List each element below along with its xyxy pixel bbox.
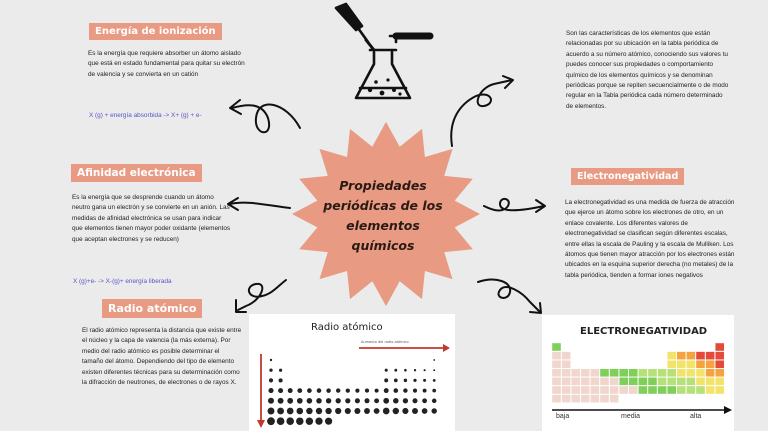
element-cell <box>706 352 715 360</box>
element-cell <box>562 395 571 403</box>
element-cell <box>581 395 590 403</box>
atom-dot <box>414 369 416 371</box>
element-cell <box>686 377 695 385</box>
atom-dot <box>423 389 427 393</box>
element-cell <box>706 369 715 377</box>
atom-dot <box>269 378 273 382</box>
atom-dot <box>393 408 399 414</box>
atom-dot <box>433 379 436 382</box>
atom-dot <box>383 398 389 404</box>
element-cell <box>571 377 580 385</box>
element-cell <box>696 360 705 368</box>
atom-dot <box>307 388 312 393</box>
element-cell <box>600 377 609 385</box>
element-cell <box>667 369 676 377</box>
element-cell <box>552 377 561 385</box>
atom-dot <box>422 408 428 414</box>
element-cell <box>552 352 561 360</box>
atom-dot <box>296 417 304 425</box>
element-cell <box>686 352 695 360</box>
atom-dot <box>413 389 417 393</box>
atom-dot <box>336 398 341 403</box>
atom-dot <box>403 388 407 392</box>
ionization-formula: X (g) + energía absorbida -> X+ (g) + e- <box>89 112 202 119</box>
atom-dot <box>306 408 313 415</box>
atom-dot <box>345 408 351 414</box>
element-cell <box>658 369 667 377</box>
atom-dot <box>326 398 331 403</box>
atom-dot <box>317 388 322 393</box>
atom-dot <box>375 389 379 393</box>
atom-dot <box>394 379 398 383</box>
electronegativity-text: La electronegatividad es una medida de fuerza de atracción que ejerce un átomo sobre los electrones de otro, en un enlace covalente. Los diferentes valores de electronegatividad se clasifican según diferentes escalas, entre ellas la escala de Pauling y la escala de Mulliken. Los átomos que tienen mayor atracción por los electrones están ubicados en la esquina superior derecha (no metales) de la tabla periódica, tienden a formar iones negativos <box>565 199 735 279</box>
element-cell <box>677 377 686 385</box>
atom-dot <box>278 398 284 404</box>
atom-dot <box>279 369 282 372</box>
element-cell <box>677 360 686 368</box>
atom-dot <box>297 408 304 415</box>
element-cell <box>677 386 686 394</box>
atom-dot <box>393 388 398 393</box>
element-cell <box>552 343 561 351</box>
atom-dot <box>335 408 341 414</box>
atom-dot <box>385 369 388 372</box>
element-cell <box>600 369 609 377</box>
atom-dot <box>286 417 294 425</box>
atom-dot <box>422 398 427 403</box>
atom-dot <box>404 369 407 372</box>
element-cell <box>600 386 609 394</box>
atom-dot <box>269 369 272 372</box>
element-cell <box>686 369 695 377</box>
element-cell <box>715 352 724 360</box>
atom-dot <box>433 369 435 371</box>
atom-dot <box>297 388 302 393</box>
affinity-label: Afinidad electrónica <box>71 164 202 182</box>
central-title: Propiedades periódicas de los elementos químicos <box>323 178 443 253</box>
atom-dot <box>424 369 426 371</box>
element-cell <box>581 377 590 385</box>
atom-dot <box>354 408 360 414</box>
element-cell <box>658 386 667 394</box>
element-cell <box>581 386 590 394</box>
element-cell <box>581 369 590 377</box>
element-cell <box>696 377 705 385</box>
element-cell <box>648 377 657 385</box>
radius-image-title: Radio atómico <box>311 322 383 333</box>
atom-dot <box>278 388 283 393</box>
element-cell <box>706 377 715 385</box>
element-cell <box>590 377 599 385</box>
atom-dot <box>383 408 390 415</box>
atom-dot <box>268 408 275 415</box>
affinity-text: Es la energía que se desprende cuando un átomo neutro gana un electrón y se convierte en un anión. Las medidas de afinidad electrónica se usan para indicar que elementos tienen mayor poder oxidante (elementos que aceptan electrones y se reducen) <box>72 194 231 243</box>
atom-dot <box>279 378 283 382</box>
atom-dot <box>433 359 435 361</box>
radius-periodic-image <box>249 314 455 431</box>
element-cell <box>638 369 647 377</box>
radius-text: El radio atómico representa la distancia que existe entre el núcleo y la capa de valencia (la más externa). Por medio del radio atómico es posible determinar el tamaño del átomo. Dependiendo del tipo de elemento existen diferentes técnicas para su determinación como la difracción de neutrones, de electrones o de rayos X. <box>82 327 242 387</box>
atom-dot <box>316 398 322 404</box>
element-cell <box>610 395 619 403</box>
atom-dot <box>307 398 313 404</box>
electro-image-title: ELECTRONEGATIVIDAD <box>580 326 708 337</box>
electronegativity-label: Electronegatividad <box>571 168 684 185</box>
element-cell <box>667 386 676 394</box>
intro-text: Son las características de los elementos que están relacionadas por su ubicación en la tabla periódica de acuerdo a su número atómico, conociendo sus valores tu puedes conocer sus propiedades o comportamiento químico de los elementos químicos y se denominan periódicas porque se repiten secuencialmente o de modo regular en la Tabla periódica cada número determinado de elementos. <box>566 30 729 110</box>
element-cell <box>677 352 686 360</box>
element-cell <box>686 386 695 394</box>
atom-dot <box>287 398 293 404</box>
element-cell <box>706 386 715 394</box>
atom-dot <box>345 398 350 403</box>
element-cell <box>696 369 705 377</box>
element-cell <box>571 386 580 394</box>
element-cell <box>715 343 724 351</box>
atom-dot <box>355 398 360 403</box>
element-cell <box>696 386 705 394</box>
atom-dot <box>267 417 275 425</box>
atom-dot <box>346 388 350 392</box>
ionization-label: Energía de ionización <box>89 23 222 40</box>
atom-dot <box>268 398 274 404</box>
atom-dot <box>316 408 322 414</box>
element-cell <box>590 369 599 377</box>
atom-dot <box>270 359 272 361</box>
ionization-text: Es la energía que requiere absorber un átomo aislado que está en estado fundamental para quitar su electrón de valencia y se convierta en un catión <box>88 50 245 78</box>
element-cell <box>562 377 571 385</box>
element-cell <box>562 352 571 360</box>
atom-dot <box>412 398 417 403</box>
element-cell <box>715 386 724 394</box>
atom-dot <box>297 398 303 404</box>
atom-dot <box>374 408 380 414</box>
atom-dot <box>402 408 408 414</box>
atom-dot <box>365 398 370 403</box>
electronegativity-table-image <box>542 315 734 431</box>
element-cell <box>658 377 667 385</box>
element-cell <box>610 369 619 377</box>
element-cell <box>571 369 580 377</box>
atom-dot <box>287 408 294 415</box>
atom-dot <box>423 379 426 382</box>
element-cell <box>562 360 571 368</box>
atom-dot <box>403 398 408 403</box>
scale-mid-label: media <box>621 413 641 420</box>
radius-label: Radio atómico <box>102 299 202 318</box>
element-cell <box>638 386 647 394</box>
element-cell <box>619 369 628 377</box>
element-cell <box>629 377 638 385</box>
element-cell <box>706 360 715 368</box>
atom-dot <box>268 388 273 393</box>
atom-dot <box>432 389 436 393</box>
atom-dot <box>404 379 407 382</box>
element-cell <box>667 352 676 360</box>
atom-dot <box>326 388 331 393</box>
element-cell <box>619 386 628 394</box>
atom-dot <box>315 418 322 425</box>
element-cell <box>619 377 628 385</box>
radius-table-graphic <box>249 314 455 431</box>
atom-dot <box>412 408 418 414</box>
element-cell <box>715 360 724 368</box>
atom-dot <box>393 398 399 404</box>
element-cell <box>648 369 657 377</box>
atom-dot <box>431 408 436 413</box>
element-cell <box>590 395 599 403</box>
affinity-formula: X (g)+e- -> X-(g)+ energía liberada <box>73 278 172 285</box>
element-cell <box>590 386 599 394</box>
atom-dot <box>374 398 379 403</box>
element-cell <box>600 395 609 403</box>
atom-dot <box>306 418 313 425</box>
scale-high-label: alta <box>690 413 702 420</box>
atom-dot <box>325 408 331 414</box>
element-cell <box>629 369 638 377</box>
atom-dot <box>413 379 416 382</box>
atom-dot <box>432 399 437 404</box>
atom-dot <box>365 389 369 393</box>
element-cell <box>667 360 676 368</box>
scale-low-label: baja <box>556 413 570 420</box>
atom-dot <box>384 388 389 393</box>
element-cell <box>686 360 695 368</box>
atom-dot <box>364 408 370 414</box>
element-cell <box>629 386 638 394</box>
atom-dot <box>277 417 285 425</box>
element-cell <box>610 386 619 394</box>
element-cell <box>667 377 676 385</box>
element-cell <box>610 377 619 385</box>
element-cell <box>571 395 580 403</box>
element-cell <box>552 369 561 377</box>
atom-dot <box>394 369 397 372</box>
element-cell <box>638 377 647 385</box>
element-cell <box>562 369 571 377</box>
element-cell <box>552 360 561 368</box>
element-cell <box>696 352 705 360</box>
element-cell <box>715 377 724 385</box>
atom-dot <box>384 378 388 382</box>
element-cell <box>715 369 724 377</box>
atom-dot <box>325 418 332 425</box>
atom-dot <box>277 408 284 415</box>
element-cell <box>562 386 571 394</box>
atom-dot <box>355 389 359 393</box>
atom-dot <box>336 388 340 392</box>
element-cell <box>648 386 657 394</box>
element-cell <box>552 386 561 394</box>
element-cell <box>552 395 561 403</box>
atom-dot <box>288 388 293 393</box>
element-cell <box>677 369 686 377</box>
radius-arrow-label: Aumento del radio atómico <box>361 340 409 344</box>
